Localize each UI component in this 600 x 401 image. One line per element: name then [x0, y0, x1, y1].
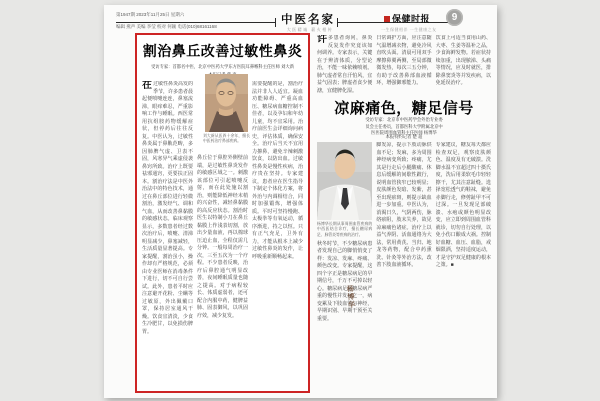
expert-photo-caption: 刘大新从医四十余年，擅长中医药治疗鼻部疾病。 [203, 134, 250, 144]
sidebar-column: 饮食上可适当食用山药、大枣、生姜等温补之品，少食海鲜发物。若症状持续加重，出现脓涕、头痛等情况，应及时就医，排除鼻窦炎等并发疾病，以免延误治疗。 [435, 35, 491, 86]
paper-logo-icon [384, 16, 390, 22]
paper-tagline: 一生保健相伴 一生健康之友 [381, 27, 437, 32]
article-column: 在过敏性鼻炎高发的季节，许多患者晨起便喷嚏连连，鼻塞流涕，眼痒难忍，严重影响工作与睡眠。西医常用抗组胺药物缓解症状，但停药后往往反复。中医认为，过敏性鼻炎属于鼻鼽范畴，多因肺脾气虚、卫表不固，风寒异气乘虚侵袭鼻窍所致。治疗上既要祛邪通窍，更要扶正固本。割治疗法是中医外治法中的特色技术，通过在鼻丘部位进行轻微割治，激发经气、调和气血，从而改善鼻黏膜的敏感状态。临床观察显示，多数患者经过数次治疗后，喷嚏、清涕明显减少，鼻塞减轻，生活质量显著提高。专家提醒，割治虽小，操作却有严格规范，必须由专业医师在消毒条件下进行，切不可自行尝试。此外，患者平时应注意避开花粉、尘螨等过敏原，外出佩戴口罩，保持居室通风干燥。饮食宜清淡，少食生冷肥甘，以免损伤脾胃。 [142, 81, 193, 335]
staff-contact-line: 编辑 燕声 美编 李莹 校对 何颖 电话(010)68161168 [116, 24, 217, 29]
article-column: 需要提醒的是，割治疗法并非人人适宜。凝血功能障碍、严重高血压、糖尿病血糖控制不佳者，以及孕妇和年幼儿童，均不宜采用。治疗前医生会详细询问病史，评估体质，确保安全。治疗后当天不宜用力擤鼻，避免辛辣刺激饮食，以防出血。过敏性鼻炎是慢性疾病，治疗贵在坚持。专家建议，患者应在医生指导下制定个体化方案，将外治与内调相结合，同时加强锻炼，增强体质。平时可坚持慢跑、太极拳等有氧运动，循序渐进，持之以恒。只有正气充足，卫外有力，才能从根本上减少过敏性鼻炎的发作，让呼吸重新顺畅起来。 [252, 81, 303, 260]
deck-line: 医医院周围血管科主任医师 杨博华 [371, 130, 437, 136]
sidebar-column: 许多患者询问，鼻炎反复发作究竟该如何调养。专家表示，关键在于辨清体质，分型论治，不能一味依赖喷剂。肺气虚者常自汗怕风，宜益气固表；脾虚者食少便溏，宜健脾化湿。 [317, 35, 373, 94]
doctor-photo [317, 142, 372, 220]
elderly-man-portrait [205, 74, 248, 132]
paper-name: 保健时报 [392, 14, 431, 24]
expert-portrait-photo [205, 74, 248, 132]
deck-line: 受访专家：北京市中医药学会外治专业委 [365, 117, 443, 122]
expert-signature: 杨博华 [345, 284, 356, 310]
sidebar-piece [317, 35, 491, 97]
section-title: 中医名家 [281, 14, 335, 26]
header-rule-left [116, 22, 275, 23]
doctor-portrait [317, 142, 372, 220]
deck-line: 员会主任委员，首都医科大学附属北京中 [365, 123, 443, 129]
right-article-body [317, 142, 491, 393]
right-article-byline: 本报特约记者 楚 超 [385, 134, 423, 139]
article-column [317, 142, 372, 393]
sidebar-column: 日常调护方面，应注意随气温增减衣物，避免冷风直吹头面。清晨可用双手摩擦鼻翼两侧，至局部微微发热，每次三五分钟，有助于改善鼻部血液循环，增强御邪能力。 [376, 35, 432, 86]
article-column-text: 鼻丘位于鼻腔外侧壁前端，是过敏性鼻炎发作的敏感区域之一。刺激该部位可引起喷嚏反射，而在此处施以割治，则能降低神经末梢的兴奋性，减轻鼻黏膜的高反应状态。割治时医生以特制小刀在鼻丘黏膜上作浅表切割，放出少量血液，再以棉球压迫止血，全程仅需几分钟。一般每周治疗一次，三至五次为一个疗程。不少患者反映，治疗后鼻腔通气明显改善，夜间睡眠质量也随之提高。对于病程较长、体质虚弱者，还可配合内服中药，健脾益肺、固表御风，以巩固疗效，减少复发。 [197, 155, 248, 319]
featured-article-deck: 受访专家：首都名中医，北京中医药大学东方医院耳鼻喉科主任医师 刘大新 [151, 64, 294, 69]
header-tick-left [275, 18, 276, 27]
article-column: 脚发凉，提示下肢动脉供血不足；发麻，多为周围神经病变所致；疼痛，尤其是行走后小腿酸痛、休息后缓解的间歇性跛行，说明血管狭窄已较明显；皮肤颜色发暗、发紫，甚至出现瘀斑，则提示缺血进一步加重。中医认为，消渴日久，气阴两伤，脉络瘀阻，肢末失养，故见凉麻痛色诸症。治疗上以益气养阴、活血通络为大法，常用黄芪、当归、地龙等药物，配合中药熏洗、针灸等外治方法，改善下肢血液循环。 [376, 142, 432, 268]
article-column-text: 秋冬时节，不少糖尿病患者发现自己的脚悄悄变了样：发凉、发麻、疼痛、颜色改变。专家提醒，这四个字正是糖尿病足的早期信号，千万不可掉以轻心。糖尿病足是糖尿病严重的慢性并发症之一，病变累及下肢血管与神经，早期识别、早期干预至关重要。 [317, 240, 373, 322]
featured-article [135, 33, 310, 393]
issue-date-line: 第1947期 2023年11月25日 星期六 [116, 12, 185, 17]
newspaper-page [104, 5, 497, 398]
article-column: 专家建议，糖友每天都应检查双足，观察皮肤颜色、温度及有无破溃。洗脚水温不宜超过四十摄氏度，洗后用柔软毛巾轻轻擦干，尤其注意趾缝。选择宽松透气的鞋袜，避免赤脚行走，修剪趾甲不可过深。一旦发现足部破溃、水疱或颜色明显改变，应立即到周围血管科就诊，切勿自行处理，以免小伤口酿成大祸。控制好血糖、血压、血脂，戒烟限酒，坚持适度运动，才是守护双足健康的根本之策。■ [435, 142, 491, 268]
page-number-badge: 9 [446, 9, 463, 26]
paper-logo [384, 12, 430, 25]
right-article-headline: 凉麻痛色，糖足信号 [334, 100, 474, 117]
section-subtitle: 大医精诚 薪火相传 [286, 26, 334, 32]
doctor-photo-caption: 杨博华长期从事周围血管疾病的中西医结合诊疗，擅长糖尿病足、脉管炎等疾病的治疗。 [317, 222, 373, 237]
featured-article-headline: 割治鼻丘改善过敏性鼻炎 [142, 43, 303, 59]
